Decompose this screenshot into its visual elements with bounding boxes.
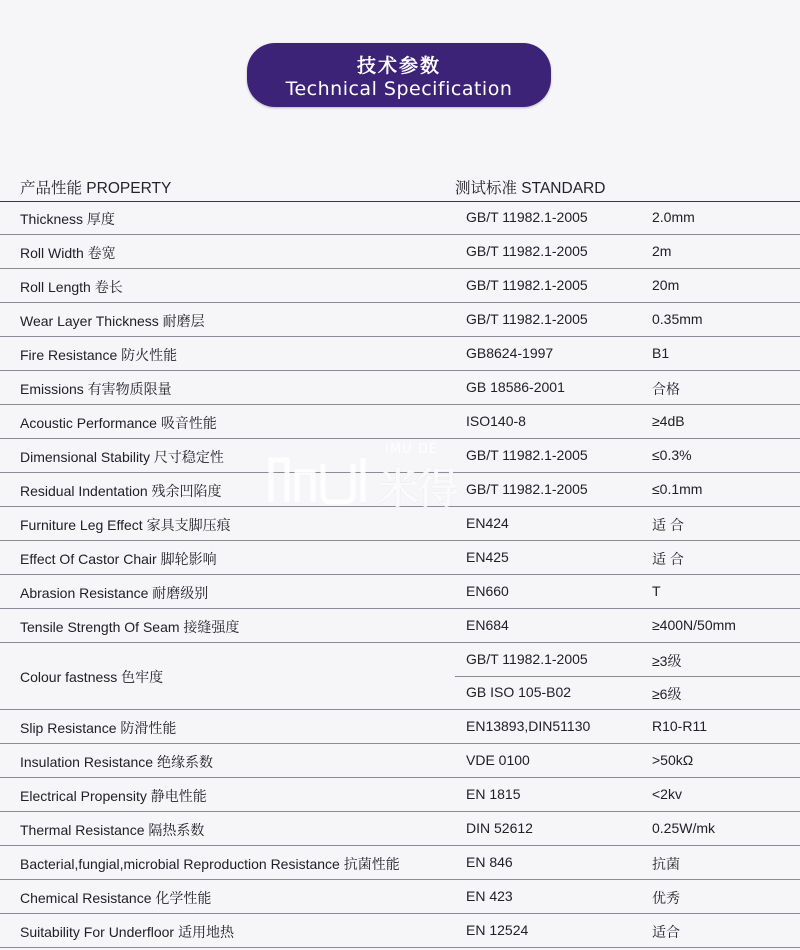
property-cell: Slip Resistance 防滑性能: [20, 720, 177, 736]
standard-cell: GB/T 11982.1-2005: [466, 311, 588, 327]
table-row-colour-fastness: [0, 643, 800, 710]
value-cell: 2m: [652, 243, 672, 259]
watermark-text-en: IMU DE: [385, 442, 438, 457]
table-row: [0, 439, 800, 473]
table-row: [0, 235, 800, 269]
watermark-text-zh: 米得: [377, 464, 458, 513]
table-row: [0, 575, 800, 609]
title-zh: 技术参数: [356, 55, 441, 77]
property-cell: Chemical Resistance 化学性能: [20, 890, 212, 906]
property-cell: Emissions 有害物质限量: [20, 381, 172, 397]
standard-cell: GB/T 11982.1-2005: [466, 447, 588, 463]
value-cell: 适 合: [652, 551, 684, 567]
table-row: [0, 473, 800, 507]
table-row: [0, 846, 800, 880]
table-row: [0, 269, 800, 303]
standard-cell: EN 846: [466, 854, 513, 870]
value-cell: 适 合: [652, 517, 684, 533]
value-cell: 合格: [652, 381, 680, 397]
property-cell: Residual Indentation 残余凹陷度: [20, 483, 222, 499]
value-cell: ≤0.1mm: [652, 481, 703, 497]
standard-cell: GB ISO 105-B02: [466, 684, 572, 700]
table-row: [0, 303, 800, 337]
property-cell: Colour fastness 色牢度: [20, 669, 164, 685]
standard-cell: GB/T 11982.1-2005: [466, 277, 588, 293]
property-cell: Roll Width 卷宽: [20, 245, 116, 261]
standard-cell: EN684: [466, 617, 509, 633]
value-cell: >50kΩ: [652, 752, 694, 768]
property-cell: Fire Resistance 防火性能: [20, 347, 178, 363]
title-banner: [247, 43, 551, 107]
table-header: [0, 167, 800, 202]
standard-cell: EN424: [466, 515, 509, 531]
value-cell: ≥3级: [652, 653, 682, 669]
header-property: 产品性能 PROPERTY: [20, 180, 172, 197]
value-cell: 适合: [652, 924, 680, 940]
property-cell: Electrical Propensity 静电性能: [20, 788, 207, 804]
standard-cell: ISO140-8: [466, 413, 526, 429]
value-cell: R10-R11: [652, 718, 707, 734]
standard-cell: EN13893,DIN51130: [466, 718, 591, 734]
spec-table: [0, 201, 800, 948]
value-cell: ≥4dB: [652, 413, 685, 429]
standard-cell: EN 12524: [466, 922, 529, 938]
property-cell: Wear Layer Thickness 耐磨层: [20, 313, 205, 329]
value-cell: 0.35mm: [652, 311, 703, 327]
standard-cell: VDE 0100: [466, 752, 530, 768]
value-cell: T: [652, 583, 661, 599]
value-cell: ≥400N/50mm: [652, 617, 736, 633]
property-cell: Bacterial,fungial,microbial Reproduction Resistance 抗菌性能: [20, 856, 400, 872]
property-cell: Abrasion Resistance 耐磨级别: [20, 585, 209, 601]
table-row: [0, 609, 800, 643]
table-row: [0, 710, 800, 744]
table-row: [0, 337, 800, 371]
value-cell: ≤0.3%: [652, 447, 692, 463]
property-cell: Tensile Strength Of Seam 接缝强度: [20, 619, 240, 635]
value-cell: B1: [652, 345, 670, 361]
table-row: [0, 778, 800, 812]
standard-cell: EN425: [466, 549, 509, 565]
table-row: [0, 201, 800, 235]
value-cell: <2kv: [652, 786, 682, 802]
table-row: [0, 541, 800, 575]
table-row: [0, 880, 800, 914]
standard-cell: GB 18586-2001: [466, 379, 565, 395]
standard-cell: EN 423: [466, 888, 513, 904]
value-cell: 20m: [652, 277, 680, 293]
table-row: [0, 744, 800, 778]
standard-cell: EN660: [466, 583, 509, 599]
table-row: [0, 405, 800, 439]
property-cell: Thermal Resistance 隔热系数: [20, 822, 205, 838]
property-cell: Dimensional Stability 尺寸稳定性: [20, 449, 224, 465]
table-row: [0, 914, 800, 948]
value-cell: 0.25W/mk: [652, 820, 716, 836]
value-cell: 抗菌: [652, 856, 680, 872]
standard-cell: GB/T 11982.1-2005: [466, 651, 588, 667]
standard-cell: GB/T 11982.1-2005: [466, 243, 588, 259]
standard-cell: GB8624-1997: [466, 345, 554, 361]
table-row: [0, 507, 800, 541]
title-en: Technical Specification: [285, 78, 513, 100]
standard-cell: DIN 52612: [466, 820, 533, 836]
value-cell: 优秀: [652, 890, 680, 906]
value-cell: ≥6级: [652, 686, 682, 702]
header-standard: 测试标准 STANDARD: [455, 180, 606, 197]
standard-cell: EN 1815: [466, 786, 521, 802]
property-cell: Furniture Leg Effect 家具支脚压痕: [20, 517, 231, 533]
property-cell: Insulation Resistance 绝缘系数: [20, 754, 213, 770]
property-cell: Effect Of Castor Chair 脚轮影响: [20, 551, 217, 567]
property-cell: Thickness 厚度: [20, 211, 115, 227]
property-cell: Acoustic Performance 吸音性能: [20, 415, 217, 431]
standard-cell: GB/T 11982.1-2005: [466, 481, 588, 497]
value-cell: 2.0mm: [652, 209, 695, 225]
standard-cell: GB/T 11982.1-2005: [466, 209, 588, 225]
property-cell: Roll Length 卷长: [20, 279, 123, 295]
table-row: [0, 812, 800, 846]
property-cell: Suitability For Underfloor 适用地热: [20, 924, 234, 940]
table-row: [0, 371, 800, 405]
